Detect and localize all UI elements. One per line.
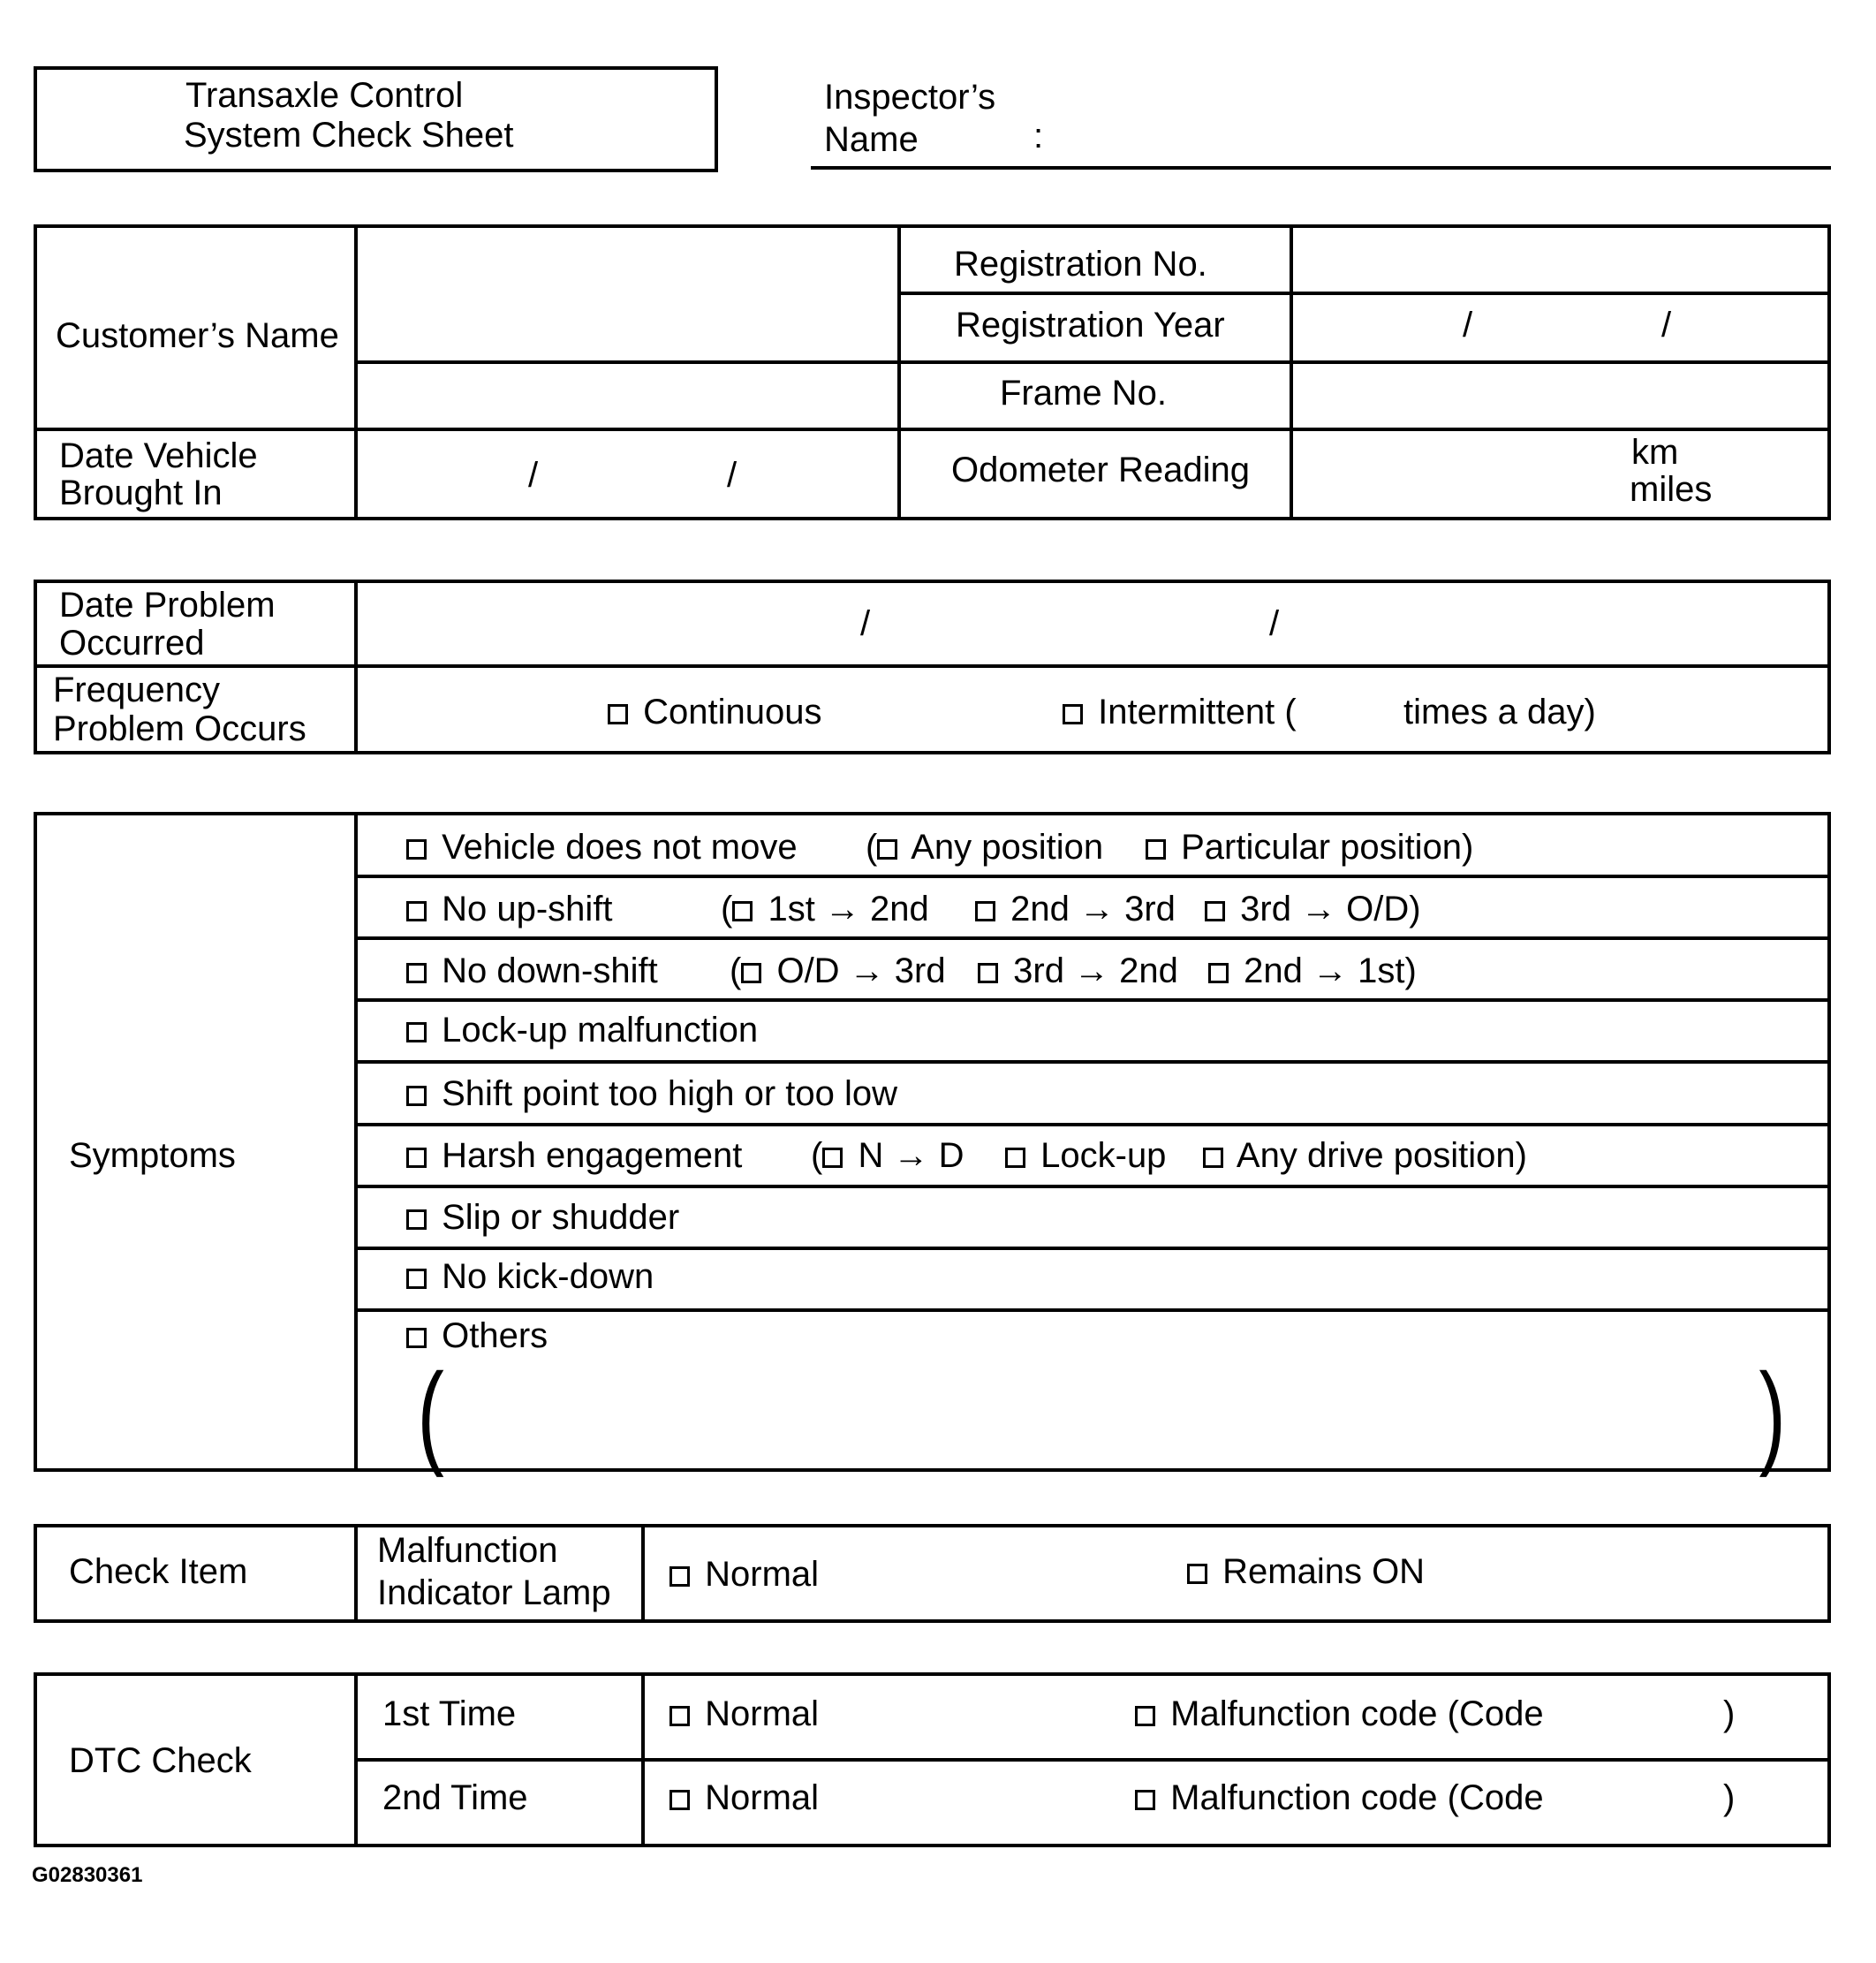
continuous-label: Continuous xyxy=(643,693,822,731)
downshift-2-1-option[interactable]: 2nd → 1st) xyxy=(1208,951,1417,990)
symptom-others[interactable]: Others xyxy=(406,1316,548,1355)
upshift-1-2-checkbox[interactable] xyxy=(732,901,753,921)
slip-shudder-checkbox[interactable] xyxy=(406,1209,427,1230)
particular-position-option[interactable]: Particular position) xyxy=(1146,828,1473,867)
times-a-day-label: times a day) xyxy=(1403,693,1596,731)
others-open-paren: ( xyxy=(417,1349,444,1478)
dtc-second-malfunction-checkbox[interactable] xyxy=(1135,1790,1155,1810)
date-problem-label-line1: Date Problem xyxy=(59,586,276,625)
check-item-label: Check Item xyxy=(69,1552,248,1591)
downshift-3-2-option[interactable]: 3rd → 2nd xyxy=(978,951,1178,990)
date-brought-label-line1: Date Vehicle xyxy=(59,436,258,475)
continuous-checkbox[interactable] xyxy=(608,704,628,724)
registration-year-sep2: / xyxy=(1661,306,1672,345)
frame-no-field[interactable] xyxy=(1293,364,1827,428)
symptom-vehicle-no-move[interactable]: Vehicle does not move xyxy=(406,828,798,867)
inspector-colon: : xyxy=(1033,117,1044,155)
harsh-n-d-checkbox[interactable] xyxy=(822,1148,843,1168)
inspector-label-line2: Name xyxy=(824,120,919,159)
dtc-second-normal-checkbox[interactable] xyxy=(669,1790,690,1810)
lockup-malfunction-checkbox[interactable] xyxy=(406,1022,427,1042)
harsh-n-d-option[interactable]: ( N → D xyxy=(811,1136,964,1175)
registration-year-sep1: / xyxy=(1463,306,1473,345)
symptoms-label: Symptoms xyxy=(69,1136,236,1175)
vehicle-no-move-checkbox[interactable] xyxy=(406,839,427,860)
mil-label-line1: Malfunction xyxy=(377,1531,558,1570)
dtc-first-malfunction-option[interactable]: Malfunction code (Code xyxy=(1135,1694,1544,1733)
inspector-name-line[interactable] xyxy=(811,166,1831,170)
downshift-3-2-checkbox[interactable] xyxy=(978,963,998,983)
downshift-od-3-option[interactable]: ( O/D → 3rd xyxy=(730,951,946,990)
upshift-3-od-checkbox[interactable] xyxy=(1205,901,1225,921)
harsh-any-drive-checkbox[interactable] xyxy=(1203,1148,1223,1168)
dtc-first-close-paren: ) xyxy=(1723,1694,1736,1733)
dtc-first-normal-option[interactable]: Normal xyxy=(669,1694,819,1733)
upshift-2-3-option[interactable]: 2nd → 3rd xyxy=(975,890,1176,928)
odometer-label: Odometer Reading xyxy=(951,451,1250,489)
any-position-checkbox[interactable] xyxy=(877,839,897,860)
dtc-second-malfunction-option[interactable]: Malfunction code (Code xyxy=(1135,1778,1544,1817)
inspector-label-line1: Inspector’s xyxy=(824,78,996,117)
upshift-3-od-option[interactable]: 3rd → O/D) xyxy=(1205,890,1421,928)
frequency-intermittent-option[interactable] xyxy=(1063,693,1297,731)
symptom-no-downshift[interactable]: No down-shift xyxy=(406,951,658,990)
date-problem-sep1: / xyxy=(860,604,871,643)
dtc-check-label: DTC Check xyxy=(69,1741,252,1780)
title-line2: System Check Sheet xyxy=(184,116,514,155)
date-brought-label-line2: Brought In xyxy=(59,474,223,512)
shift-point-checkbox[interactable] xyxy=(406,1086,427,1106)
check-item-table xyxy=(34,1524,1831,1623)
odometer-unit-km: km xyxy=(1631,433,1679,472)
registration-no-label: Registration No. xyxy=(954,245,1207,284)
frequency-continuous-option[interactable] xyxy=(608,693,822,731)
dtc-first-malfunction-checkbox[interactable] xyxy=(1135,1706,1155,1726)
harsh-lockup-option[interactable]: Lock-up xyxy=(1005,1136,1166,1175)
upshift-2-3-checkbox[interactable] xyxy=(975,901,995,921)
odometer-unit-miles: miles xyxy=(1630,470,1713,509)
downshift-2-1-checkbox[interactable] xyxy=(1208,963,1229,983)
mil-normal-checkbox[interactable] xyxy=(669,1566,690,1587)
mil-normal-option[interactable]: Normal xyxy=(669,1555,819,1594)
dtc-first-time-label: 1st Time xyxy=(382,1694,517,1733)
harsh-any-drive-option[interactable]: Any drive position) xyxy=(1203,1136,1527,1175)
downshift-od-3-checkbox[interactable] xyxy=(741,963,761,983)
no-downshift-checkbox[interactable] xyxy=(406,963,427,983)
figure-code: G02830361 xyxy=(32,1863,143,1887)
mil-remains-on-option[interactable]: Remains ON xyxy=(1187,1552,1425,1591)
symptom-harsh-engagement[interactable]: Harsh engagement xyxy=(406,1136,742,1175)
mil-label-line2: Indicator Lamp xyxy=(377,1573,611,1612)
frequency-label-line1: Frequency xyxy=(53,671,220,709)
date-problem-label-line2: Occurred xyxy=(59,624,205,663)
intermittent-checkbox[interactable] xyxy=(1063,704,1083,724)
no-kickdown-checkbox[interactable] xyxy=(406,1269,427,1289)
dtc-first-normal-checkbox[interactable] xyxy=(669,1706,690,1726)
registration-no-field[interactable] xyxy=(1293,228,1827,292)
intermittent-label: Intermittent ( xyxy=(1098,693,1297,731)
harsh-lockup-checkbox[interactable] xyxy=(1005,1148,1025,1168)
frame-no-label: Frame No. xyxy=(1000,374,1167,413)
symptom-no-upshift[interactable]: No up-shift xyxy=(406,890,613,928)
dtc-second-close-paren: ) xyxy=(1723,1778,1736,1817)
symptom-slip-shudder[interactable]: Slip or shudder xyxy=(406,1198,679,1237)
registration-year-label: Registration Year xyxy=(956,306,1225,345)
others-checkbox[interactable] xyxy=(406,1328,427,1348)
date-brought-sep1: / xyxy=(528,456,539,495)
symptom-shift-point[interactable]: Shift point too high or too low xyxy=(406,1074,897,1113)
upshift-1-2-option[interactable]: ( 1st → 2nd xyxy=(721,890,929,928)
mil-remains-on-checkbox[interactable] xyxy=(1187,1564,1207,1584)
particular-position-checkbox[interactable] xyxy=(1146,839,1166,860)
title-line1: Transaxle Control xyxy=(185,76,464,115)
no-upshift-checkbox[interactable] xyxy=(406,901,427,921)
others-details-field[interactable] xyxy=(450,1365,1749,1462)
symptom-lockup-malfunction[interactable]: Lock-up malfunction xyxy=(406,1011,758,1050)
others-close-paren: ) xyxy=(1759,1349,1786,1478)
dtc-second-time-label: 2nd Time xyxy=(382,1778,528,1817)
date-problem-sep2: / xyxy=(1269,604,1280,643)
dtc-second-normal-option[interactable]: Normal xyxy=(669,1778,819,1817)
any-position-option[interactable]: ( Any position xyxy=(866,828,1104,867)
frequency-label-line2: Problem Occurs xyxy=(53,709,306,748)
customer-name-label: Customer’s Name xyxy=(56,316,339,355)
harsh-engagement-checkbox[interactable] xyxy=(406,1148,427,1168)
symptom-no-kickdown[interactable]: No kick-down xyxy=(406,1257,654,1296)
date-brought-sep2: / xyxy=(727,456,738,495)
customer-name-field[interactable] xyxy=(358,228,897,360)
